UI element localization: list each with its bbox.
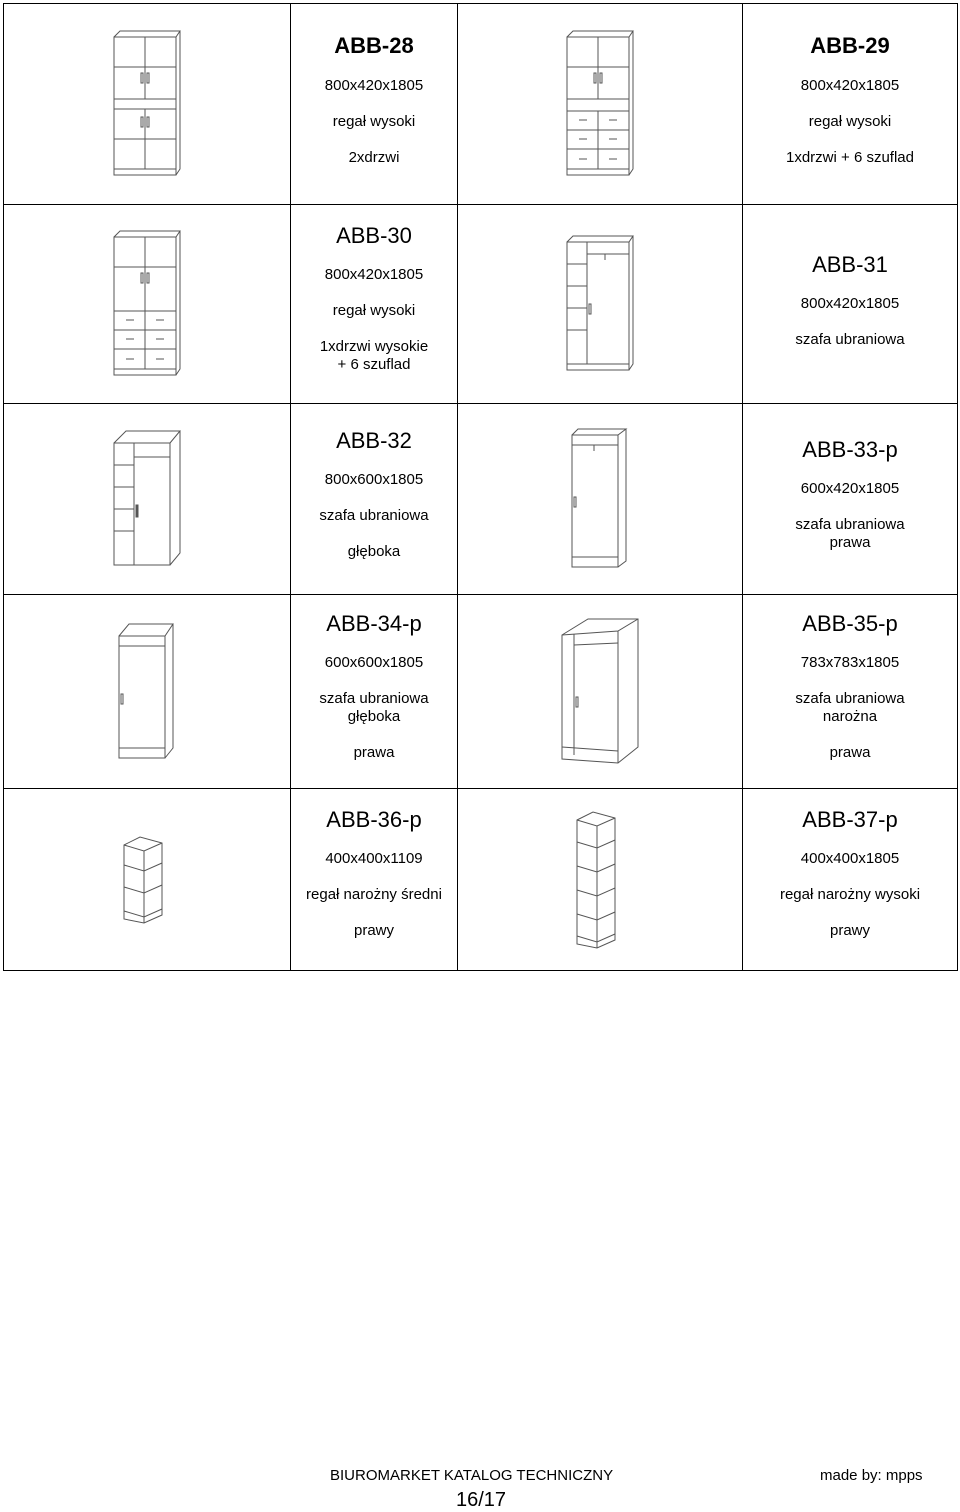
product-type: szafa ubraniowa <box>795 690 905 707</box>
product-code: ABB-30 <box>336 223 412 248</box>
product-type: regał wysoki <box>332 113 416 130</box>
product-dimensions: 800x420x1805 <box>800 295 900 312</box>
product-abb-29 <box>743 33 957 167</box>
corner-shelf-medium-icon <box>4 789 290 970</box>
product-code: ABB-35-p <box>802 611 898 636</box>
bookcase-drawers-icon <box>458 4 742 204</box>
product-detail: głęboka <box>347 543 401 560</box>
table-border-bottom <box>3 970 957 971</box>
product-detail: 2xdrzwi <box>348 149 400 166</box>
product-type: regał narożny średni <box>306 886 442 903</box>
product-dimensions: 400x400x1805 <box>800 850 900 867</box>
product-code: ABB-37-p <box>802 807 898 832</box>
product-abb-34-p <box>291 611 457 762</box>
wardrobe-shelves-icon <box>458 205 742 403</box>
product-type: regał wysoki <box>332 302 416 319</box>
product-code: ABB-36-p <box>326 807 422 832</box>
product-abb-33-p <box>743 437 957 552</box>
footer-catalog-title: BIUROMARKET KATALOG TECHNICZNY <box>330 1467 614 1484</box>
product-code: ABB-31 <box>812 252 888 277</box>
product-detail: głęboka <box>347 708 401 725</box>
corner-shelf-tall-icon <box>458 789 742 970</box>
product-detail: 1xdrzwi wysokie <box>319 338 429 355</box>
product-dimensions: 800x420x1805 <box>324 77 424 94</box>
product-code: ABB-32 <box>336 428 412 453</box>
product-type: szafa ubraniowa <box>319 690 429 707</box>
product-dimensions: 783x783x1805 <box>800 654 900 671</box>
product-dimensions: 800x420x1805 <box>800 77 900 94</box>
product-abb-35-p <box>743 611 957 762</box>
product-code: ABB-28 <box>334 33 414 58</box>
product-abb-36-p <box>291 807 457 940</box>
wardrobe-narrow-icon <box>458 404 742 594</box>
bookcase-two-doors-icon <box>4 4 290 204</box>
product-type: szafa ubraniowa <box>795 516 905 533</box>
product-type: regał wysoki <box>808 113 892 130</box>
product-code: ABB-33-p <box>802 437 898 462</box>
table-border-right <box>957 3 958 971</box>
product-detail: prawy <box>353 922 394 939</box>
wardrobe-deep-narrow-icon <box>4 595 290 788</box>
wardrobe-corner-icon <box>458 595 742 788</box>
product-dimensions: 600x600x1805 <box>324 654 424 671</box>
product-type: regał narożny wysoki <box>779 886 921 903</box>
product-code: ABB-34-p <box>326 611 422 636</box>
product-dimensions: 400x400x1109 <box>325 850 423 867</box>
wardrobe-deep-icon <box>4 404 290 594</box>
product-abb-28 <box>291 33 457 167</box>
product-detail: prawa <box>829 744 871 761</box>
product-type: szafa ubraniowa <box>319 507 429 524</box>
product-detail: prawa <box>353 744 395 761</box>
product-abb-31 <box>743 252 957 349</box>
product-dimensions: 600x420x1805 <box>800 480 900 497</box>
bookcase-tall-door-drawers-icon <box>4 205 290 403</box>
footer-made-by: made by: mpps <box>820 1467 923 1484</box>
product-dimensions: 800x600x1805 <box>324 471 424 488</box>
product-abb-32 <box>291 428 457 561</box>
product-abb-37-p <box>743 807 957 940</box>
product-code: ABB-29 <box>810 33 890 58</box>
product-detail: narożna <box>822 708 878 725</box>
product-detail: prawa <box>829 534 871 551</box>
product-dimensions: 800x420x1805 <box>324 266 424 283</box>
footer-page-number: 16/17 <box>456 1489 507 1511</box>
product-type: szafa ubraniowa <box>795 331 905 348</box>
product-detail: prawy <box>829 922 870 939</box>
product-detail: 1xdrzwi + 6 szuflad <box>786 149 914 166</box>
product-abb-30 <box>291 223 457 374</box>
product-detail: + 6 szuflad <box>337 356 411 373</box>
